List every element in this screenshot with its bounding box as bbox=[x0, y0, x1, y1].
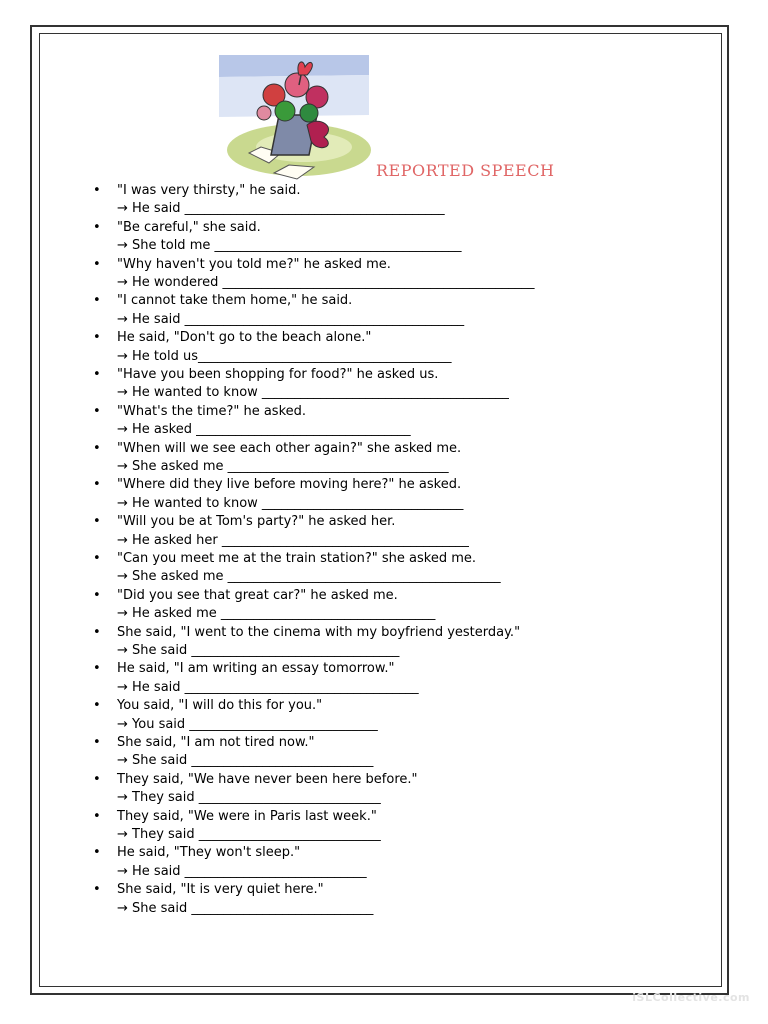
exercise-item bbox=[93, 624, 703, 661]
direct-speech-sentence: "When will we see each other again?" she asked me. bbox=[117, 440, 462, 456]
bullet-icon: • bbox=[93, 698, 101, 714]
bullet-icon: • bbox=[93, 256, 101, 272]
exercise-item bbox=[93, 182, 703, 219]
exercise-item bbox=[93, 734, 703, 771]
direct-speech-sentence: She said, "I am not tired now." bbox=[117, 734, 315, 750]
bullet-icon: • bbox=[93, 183, 101, 198]
direct-speech-sentence: They said, "We were in Paris last week." bbox=[117, 808, 377, 824]
answer-line[interactable]: → She said ____________________________ bbox=[117, 900, 374, 916]
bullet-icon: • bbox=[93, 403, 101, 419]
watermark: iSLCollective.com bbox=[632, 991, 750, 1004]
exercise-item bbox=[93, 660, 703, 697]
answer-line[interactable]: → She asked me __________________________________ bbox=[117, 458, 449, 474]
bullet-icon: • bbox=[93, 440, 101, 456]
exercise-list bbox=[93, 182, 703, 918]
exercise-item bbox=[93, 550, 703, 587]
direct-speech-sentence: "Will you be at Tom's party?" he asked her. bbox=[117, 514, 396, 530]
direct-speech-sentence: He said, "I am writing an essay tomorrow." bbox=[117, 661, 395, 677]
answer-line[interactable]: → She said ____________________________ bbox=[117, 753, 374, 769]
direct-speech-sentence: He said, "Don't go to the beach alone." bbox=[117, 330, 372, 346]
bullet-icon: • bbox=[93, 514, 101, 530]
exercise-item bbox=[93, 366, 703, 403]
bullet-icon: • bbox=[93, 808, 101, 824]
answer-line[interactable]: → He asked me _________________________________ bbox=[117, 606, 436, 622]
answer-line[interactable]: → He told us_______________________________________ bbox=[117, 348, 452, 364]
bullet-icon: • bbox=[93, 771, 101, 787]
direct-speech-sentence: You said, "I will do this for you." bbox=[117, 698, 323, 714]
answer-line[interactable]: → He asked _________________________________ bbox=[117, 422, 411, 438]
exercise-item bbox=[93, 844, 703, 881]
exercise-item bbox=[93, 403, 703, 440]
direct-speech-sentence: "Where did they live before moving here?" he asked. bbox=[117, 477, 462, 493]
answer-line[interactable]: → He wanted to know _______________________________ bbox=[117, 495, 464, 511]
direct-speech-sentence: "Did you see that great car?" he asked me. bbox=[117, 587, 398, 603]
bullet-icon: • bbox=[93, 845, 101, 861]
answer-line[interactable]: → He asked her ______________________________________ bbox=[117, 532, 469, 548]
direct-speech-sentence: "I cannot take them home," he said. bbox=[117, 293, 353, 309]
exercise-item bbox=[93, 329, 703, 366]
answer-line[interactable]: → She asked me __________________________________________ bbox=[117, 569, 501, 585]
bullet-icon: • bbox=[93, 624, 101, 640]
direct-speech-sentence: "I was very thirsty," he said. bbox=[117, 183, 301, 198]
direct-speech-sentence: He said, "They won't sleep." bbox=[117, 845, 301, 861]
answer-line[interactable]: → He said ________________________________________ bbox=[117, 201, 445, 217]
bullet-icon: • bbox=[93, 366, 101, 382]
answer-line[interactable]: → They said ____________________________ bbox=[117, 790, 381, 806]
direct-speech-sentence: She said, "It is very quiet here." bbox=[117, 882, 324, 898]
bullet-icon: • bbox=[93, 661, 101, 677]
exercise-item bbox=[93, 697, 703, 734]
answer-line[interactable]: → She told me ______________________________________ bbox=[117, 238, 462, 254]
exercise-item bbox=[93, 476, 703, 513]
exercise-item bbox=[93, 587, 703, 624]
answer-line[interactable]: → He wondered ________________________________________________ bbox=[117, 275, 535, 290]
direct-speech-sentence: They said, "We have never been here before." bbox=[117, 771, 418, 787]
bullet-icon: • bbox=[93, 587, 101, 603]
direct-speech-sentence: "What's the time?" he asked. bbox=[117, 403, 307, 419]
exercise-item bbox=[93, 881, 703, 918]
exercise-item bbox=[93, 219, 703, 256]
page-title: REPORTED SPEECH bbox=[376, 161, 555, 180]
answer-line[interactable]: → He said ____________________________ bbox=[117, 863, 367, 879]
bullet-icon: • bbox=[93, 293, 101, 309]
bullet-icon: • bbox=[93, 882, 101, 898]
bullet-icon: • bbox=[93, 219, 101, 235]
direct-speech-sentence: "Be careful," she said. bbox=[117, 219, 261, 235]
flower-bouquet-clipart bbox=[219, 55, 379, 180]
exercise-item bbox=[93, 292, 703, 329]
exercise-item bbox=[93, 440, 703, 477]
answer-line[interactable]: → She said ________________________________ bbox=[117, 642, 400, 658]
bullet-icon: • bbox=[93, 477, 101, 493]
direct-speech-sentence: "Can you meet me at the train station?" she asked me. bbox=[117, 550, 477, 566]
direct-speech-sentence: "Why haven't you told me?" he asked me. bbox=[117, 256, 391, 272]
bullet-icon: • bbox=[93, 734, 101, 750]
bullet-icon: • bbox=[93, 550, 101, 566]
bullet-icon: • bbox=[93, 330, 101, 346]
exercise-item bbox=[93, 256, 703, 293]
answer-line[interactable]: → He said ____________________________________ bbox=[117, 679, 419, 695]
exercise-item bbox=[93, 513, 703, 550]
answer-line[interactable]: → You said _____________________________ bbox=[117, 716, 378, 732]
exercise-item bbox=[93, 808, 703, 845]
direct-speech-sentence: She said, "I went to the cinema with my boyfriend yesterday." bbox=[117, 624, 521, 640]
direct-speech-sentence: "Have you been shopping for food?" he asked us. bbox=[117, 366, 439, 382]
answer-line[interactable]: → They said ____________________________ bbox=[117, 826, 381, 842]
answer-line[interactable]: → He wanted to know ______________________________________ bbox=[117, 385, 509, 401]
answer-line[interactable]: → He said ___________________________________________ bbox=[117, 311, 465, 327]
exercise-item bbox=[93, 771, 703, 808]
